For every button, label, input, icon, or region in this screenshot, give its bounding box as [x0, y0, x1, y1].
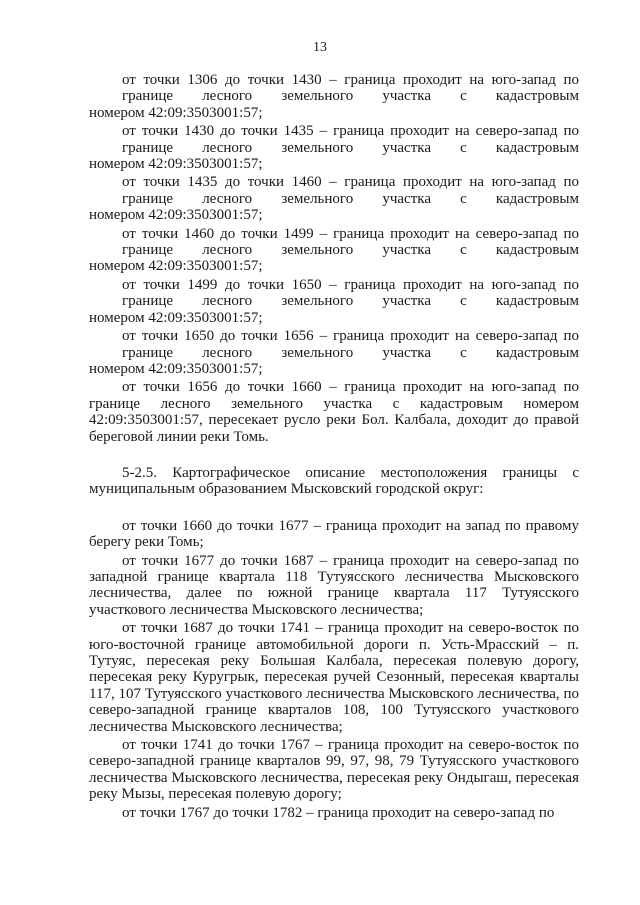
paragraph-1650: от точки 1650 до точки 1656 – граница проходит на северо-запад по границе лесного земельного участка с кадастровым номером 42:09:3503001:57; [89, 328, 579, 377]
paragraph-1767: от точки 1767 до точки 1782 – граница проходит на северо-запад по [122, 804, 555, 821]
paragraph-1306: от точки 1306 до точки 1430 – граница проходит на юго-запад по границе лесного земельного участка с кадастровым номером 42:09:3503001:57; [89, 72, 579, 121]
paragraph-1660: от точки 1660 до точки 1677 – граница проходит на запад по правому берегу реки Томь; [89, 517, 579, 551]
page-number: 13 [313, 40, 327, 55]
paragraph-1656: от точки 1656 до точки 1660 – граница проходит на юго-запад по границе лесного земельного участка с кадастровым номером 42:09:3503001:57, пересекает русло реки Бол. Калбала, доходит до правой береговой линии реки Томь. [89, 379, 579, 445]
paragraph-1460: от точки 1460 до точки 1499 – граница проходит на северо-запад по границе лесного земельного участка с кадастровым номером 42:09:3503001:57; [89, 225, 579, 275]
paragraph-1687: от точки 1687 до точки 1741 – граница проходит на северо-восток по юго-восточной границе автомобильной дороги п. Усть-Мрасский – п. Тутуяс, пересекая реку Большая Калбала, пересекая полевую дорогу, пересекая реку Куругрык, пересекая ручей Сезонный, пересекая кварталы 117, 107 Тутуясского участкового лесничества Мысковского лесничества, по северо-западной границе кварталов 108, 100 Тутуясского участкового лесничества Мысковского лесничества; [89, 620, 579, 735]
paragraph-1499: от точки 1499 до точки 1650 – граница проходит на юго-запад по границе лесного земельного участка с кадастровым номером 42:09:3503001:57; [89, 276, 579, 326]
paragraph-1677: от точки 1677 до точки 1687 – граница проходит на северо-запад по западной границе квартала 118 Тутуясского лесничества Мысковского лесничества, далее по южной границе квартала 117 Тутуясского участкового лесничества Мысковского лесничества; [89, 552, 579, 618]
section-heading: 5-2.5. Картографическое описание местоположения границы с муниципальным образованием Мысковский городской округ: [89, 464, 579, 498]
paragraph-1430: от точки 1430 до точки 1435 – граница проходит на северо-запад по границе лесного земельного участка с кадастровым номером 42:09:3503001:57; [89, 123, 579, 173]
document-body [89, 72, 579, 823]
paragraph-1435: от точки 1435 до точки 1460 – граница проходит на юго-запад по границе лесного земельного участка с кадастровым номером 42:09:3503001:57; [89, 174, 579, 224]
paragraph-1741: от точки 1741 до точки 1767 – граница проходит на северо-восток по северо-западной границе кварталов 99, 97, 98, 79 Тутуясского участкового лесничества Мысковского лесничества, пересекая реку Ондыгаш, пересекая реку Мызы, пересекая полевую дорогу; [89, 737, 579, 803]
